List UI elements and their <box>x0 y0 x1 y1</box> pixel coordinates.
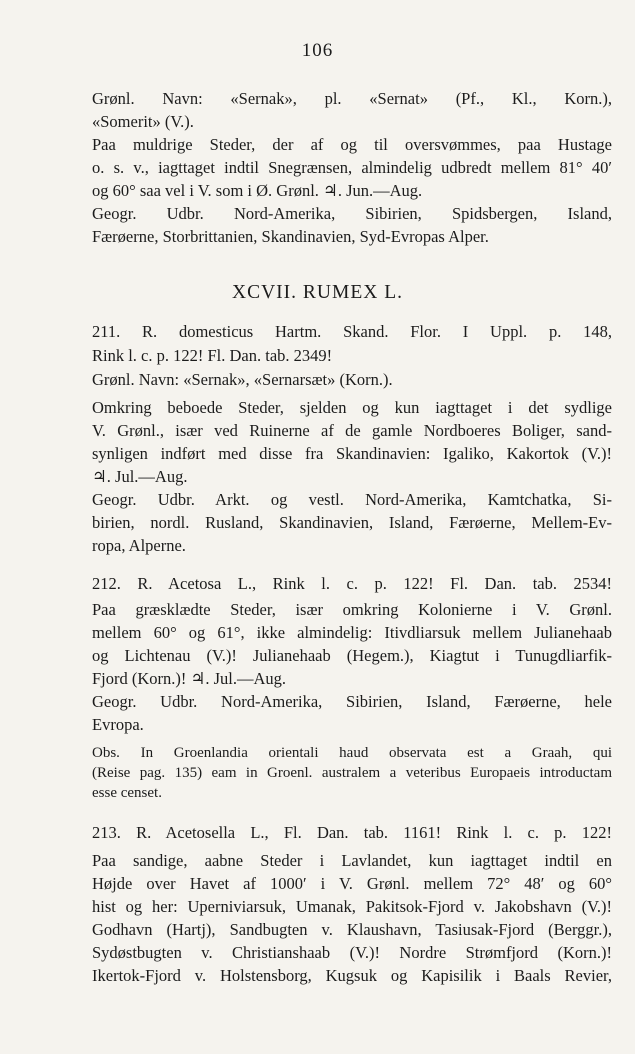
section-heading: XCVII. RUMEX L. <box>232 282 403 303</box>
page-number: 106 <box>301 40 334 61</box>
text-line: birien, nordl. Rusland, Skandinavien, Island, Færøerne, Mellem-Ev- <box>92 513 612 532</box>
text-line: Paa græsklædte Steder, især omkring Kolonierne i V. Grønl. <box>92 600 612 619</box>
text-line: og Lichtenau (V.)! Julianehaab (Hegem.), Kiagtut i Tunugdliarfik- <box>92 646 612 665</box>
text-line: ropa, Alperne. <box>92 536 186 555</box>
text-line: Evropa. <box>92 715 144 734</box>
observation-note: esse censet. <box>92 785 162 801</box>
species-entry-heading: 213. R. Acetosella L., Fl. Dan. tab. 1161! Rink l. c. p. 122! <box>92 823 612 842</box>
text-line: Sydøstbugten v. Christianshaab (V.)! Nordre Strømfjord (Korn.)! <box>92 943 612 962</box>
observation-note: Obs. In Groenlandia orientali haud observata est a Graah, qui <box>92 745 612 761</box>
text-line: hist og her: Uperniviarsuk, Umanak, Pakitsok-Fjord v. Jakobshavn (V.)! <box>92 897 612 916</box>
text-line: Ikertok-Fjord v. Holstensborg, Kugsuk og Kapisilik i Baals Revier, <box>92 966 612 985</box>
text-line: o. s. v., iagttaget indtil Snegrænsen, almindelig udbredt mellem 81° 40′ <box>92 158 612 177</box>
text-line: Geogr. Udbr. Arkt. og vestl. Nord-Amerika, Kamtchatka, Si- <box>92 490 612 509</box>
text-line: Højde over Havet af 1000′ i V. Grønl. mellem 72° 48′ og 60° <box>92 874 612 893</box>
text-line: Geogr. Udbr. Nord-Amerika, Sibirien, Spidsbergen, Island, <box>92 204 612 223</box>
text-line: ♃. Jul.—Aug. <box>92 467 188 486</box>
text-line: Godhavn (Hartj), Sandbugten v. Klaushavn, Tasiusak-Fjord (Berggr.), <box>92 920 612 939</box>
text-line: Færøerne, Storbrittanien, Skandinavien, Syd-Evropas Alper. <box>92 227 489 246</box>
text-line: synligen indført med disse fra Skandinavien: Igaliko, Kakortok (V.)! <box>92 444 612 463</box>
text-line: og 60° saa vel i V. som i Ø. Grønl. ♃. Jun.—Aug. <box>92 181 423 200</box>
text-line: mellem 60° og 61°, ikke almindelig: Itivdliarsuk mellem Julianehaab <box>92 623 612 642</box>
species-entry-heading: 212. R. Acetosa L., Rink l. c. p. 122! Fl. Dan. tab. 2534! <box>92 574 612 593</box>
text-line: Rink l. c. p. 122! Fl. Dan. tab. 2349! <box>92 346 333 365</box>
text-line: Paa sandige, aabne Steder i Lavlandet, kun iagttaget indtil en <box>92 851 612 870</box>
text-line: Grønl. Navn: «Sernak», pl. «Sernat» (Pf., Kl., Korn.), <box>92 89 612 108</box>
text-line: «Somerit» (V.). <box>92 112 194 131</box>
text-line: Geogr. Udbr. Nord-Amerika, Sibirien, Island, Færøerne, hele <box>92 692 612 711</box>
observation-note: (Reise pag. 135) eam in Groenl. australem a veteribus Europaeis introductam <box>92 765 612 781</box>
text-line: Paa muldrige Steder, der af og til oversvømmes, paa Hustage <box>92 135 612 154</box>
species-entry-heading: 211. R. domesticus Hartm. Skand. Flor. I Uppl. p. 148, <box>92 322 612 341</box>
text-line: Grønl. Navn: «Sernak», «Sernarsæt» (Korn.). <box>92 370 393 389</box>
text-line: Omkring beboede Steder, sjelden og kun iagttaget i det sydlige <box>92 398 612 417</box>
text-line: Fjord (Korn.)! ♃. Jul.—Aug. <box>92 669 286 688</box>
text-line: V. Grønl., især ved Ruinerne af de gamle Nordboeres Boliger, sand- <box>92 421 612 440</box>
